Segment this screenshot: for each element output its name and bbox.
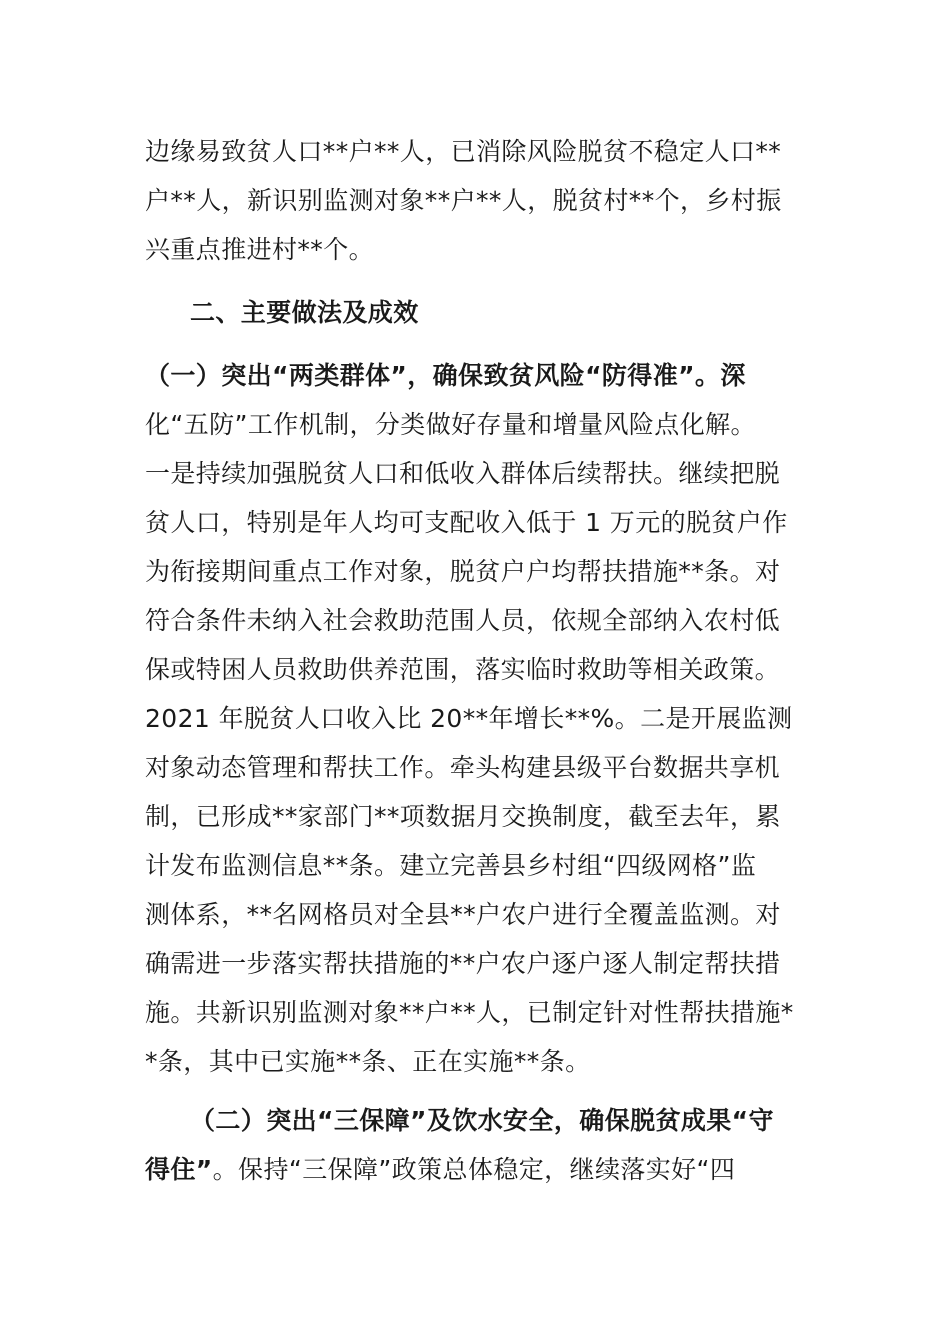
paragraph-line: 计发布监测信息**条。建立完善县乡村组“四级网格”监 xyxy=(145,851,757,880)
paragraph-text: 。保持“三保障”政策总体稳定，继续落实好“四 xyxy=(212,1155,736,1184)
paragraph-line: *条，其中已实施**条、正在实施**条。 xyxy=(145,1047,591,1076)
paragraph-line: 确需进一步落实帮扶措施的**户农户逐户逐人制定帮扶措 xyxy=(145,949,781,978)
paragraph-line: 对象动态管理和帮扶工作。牵头构建县级平台数据共享机 xyxy=(145,753,781,782)
paragraph-line: 测体系，**名网格员对全县**户农户进行全覆盖监测。对 xyxy=(145,900,781,929)
paragraph-line: 制，已形成**家部门**项数据月交换制度，截至去年，累 xyxy=(145,802,781,831)
paragraph-line-mixed xyxy=(145,1154,735,1186)
paragraph-line: 边缘易致贫人口**户**人，已消除风险脱贫不稳定人口** xyxy=(145,137,782,166)
paragraph-line: 贫人口，特别是年人均可支配收入低于 1 万元的脱贫户作 xyxy=(145,508,788,537)
paragraph-line: 兴重点推进村**个。 xyxy=(145,235,375,264)
subsection-heading-tail: 得住” xyxy=(145,1155,213,1184)
subsection-heading: （二）突出“三保障”及饮水安全，确保脱贫成果“守 xyxy=(190,1106,774,1135)
section-heading: 二、主要做法及成效 xyxy=(190,298,419,327)
subsection-heading: （一）突出“两类群体”，确保致贫风险“防得准”。深 xyxy=(145,361,746,390)
paragraph-line: 符合条件未纳入社会救助范围人员，依规全部纳入农村低 xyxy=(145,606,781,635)
paragraph-line: 化“五防”工作机制，分类做好存量和增量风险点化解。 xyxy=(145,410,756,439)
paragraph-line: 2021 年脱贫人口收入比 20**年增长**%。二是开展监测 xyxy=(145,704,793,733)
paragraph-line: 保或特困人员救助供养范围，落实临时救助等相关政策。 xyxy=(145,655,781,684)
paragraph-line: 一是持续加强脱贫人口和低收入群体后续帮扶。继续把脱 xyxy=(145,459,781,488)
paragraph-line: 施。共新识别监测对象**户**人，已制定针对性帮扶措施* xyxy=(145,998,794,1027)
paragraph-line: 户**人，新识别监测对象**户**人，脱贫村**个，乡村振 xyxy=(145,186,782,215)
paragraph-line: 为衔接期间重点工作对象，脱贫户户均帮扶措施**条。对 xyxy=(145,557,781,586)
